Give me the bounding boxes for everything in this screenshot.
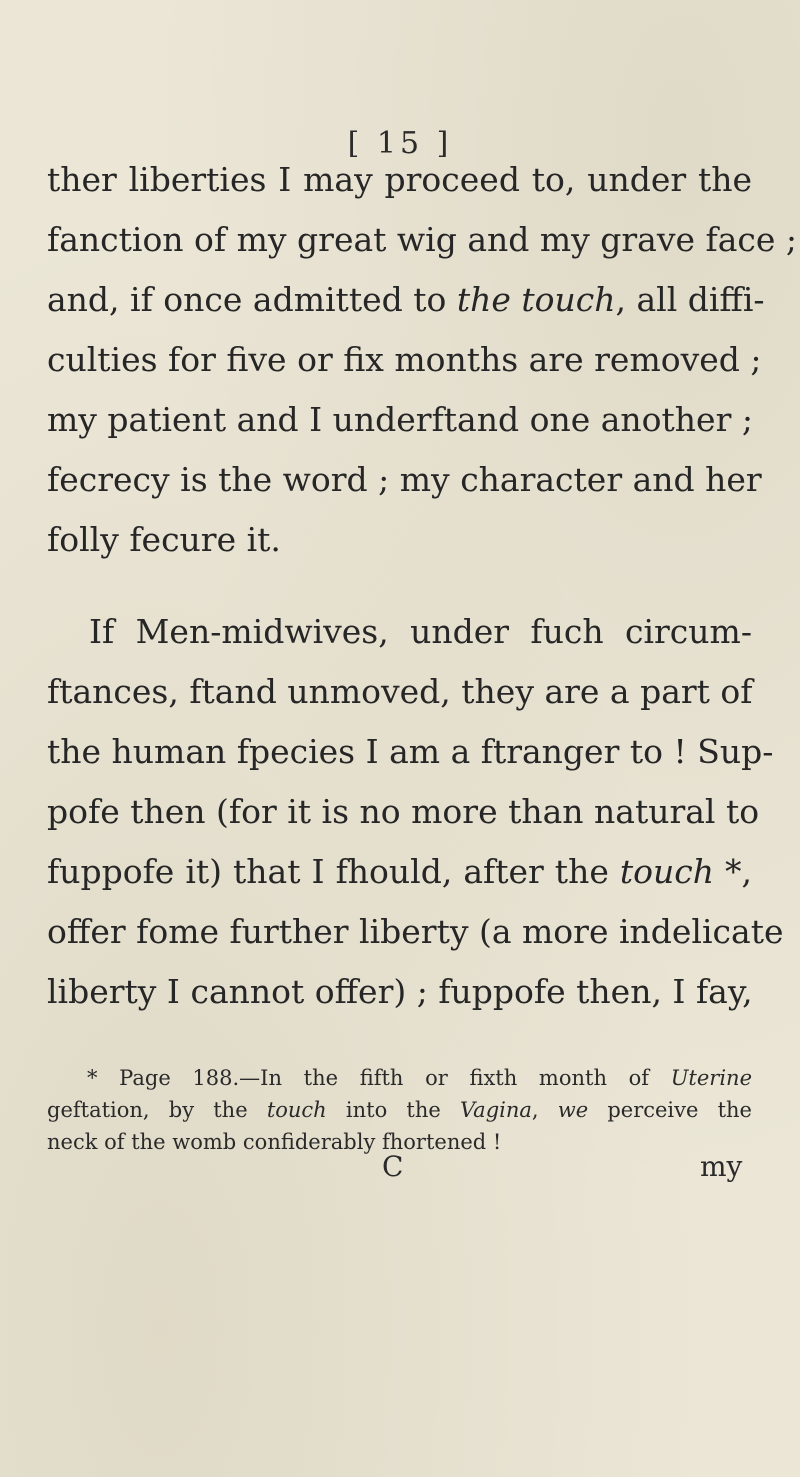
italic-phrase: touch [619,852,714,891]
footnote-line: geftation, by the touch into the Vagina, we perceive the [47,1098,752,1122]
text-line: fuppofe it) that I fhould, after the touch *, [47,852,753,891]
catchword: my [700,1150,743,1183]
italic-phrase: the touch [456,280,616,319]
text-line: liberty I cannot offer) ; fuppofe then, I fay, [47,972,753,1011]
paragraph-gap [47,570,752,602]
text-line: ther liberties I may proceed to, under the [47,160,752,199]
text-line: my patient and I underftand one another ; [47,400,753,439]
text-line: fanction of my great wig and my grave face ; [47,220,798,259]
text-line: offer fome further liberty (a more indelicate [47,912,784,951]
footnote [47,1062,752,1158]
main-text [47,150,798,1022]
footnote-line: neck of the womb confiderably fhortened ! [47,1130,502,1154]
footnote-line: * Page 188.—In the fifth or fixth month of Uterine [87,1066,752,1090]
text-line: and, if once admitted to the touch, all diffi- [47,280,765,319]
text-line: ftances, ftand unmoved, they are a part of [47,672,753,711]
page-number-header: [ 15 ] [347,126,453,161]
text-line: the human fpecies I am a ftranger to ! Sup- [47,732,774,771]
text-line: pofe then (for it is no more than natural to [47,792,760,831]
text-line: fecrecy is the word ; my character and her [47,460,762,499]
page-footer [0,1150,800,1190]
signature-mark: C [382,1150,404,1183]
text-line: If Men-midwives, under fuch circum- [89,612,752,651]
text-line: culties for five or fix months are removed ; [47,340,762,379]
italic-phrase: Uterine [670,1066,752,1090]
text-line: folly fecure it. [47,520,281,559]
